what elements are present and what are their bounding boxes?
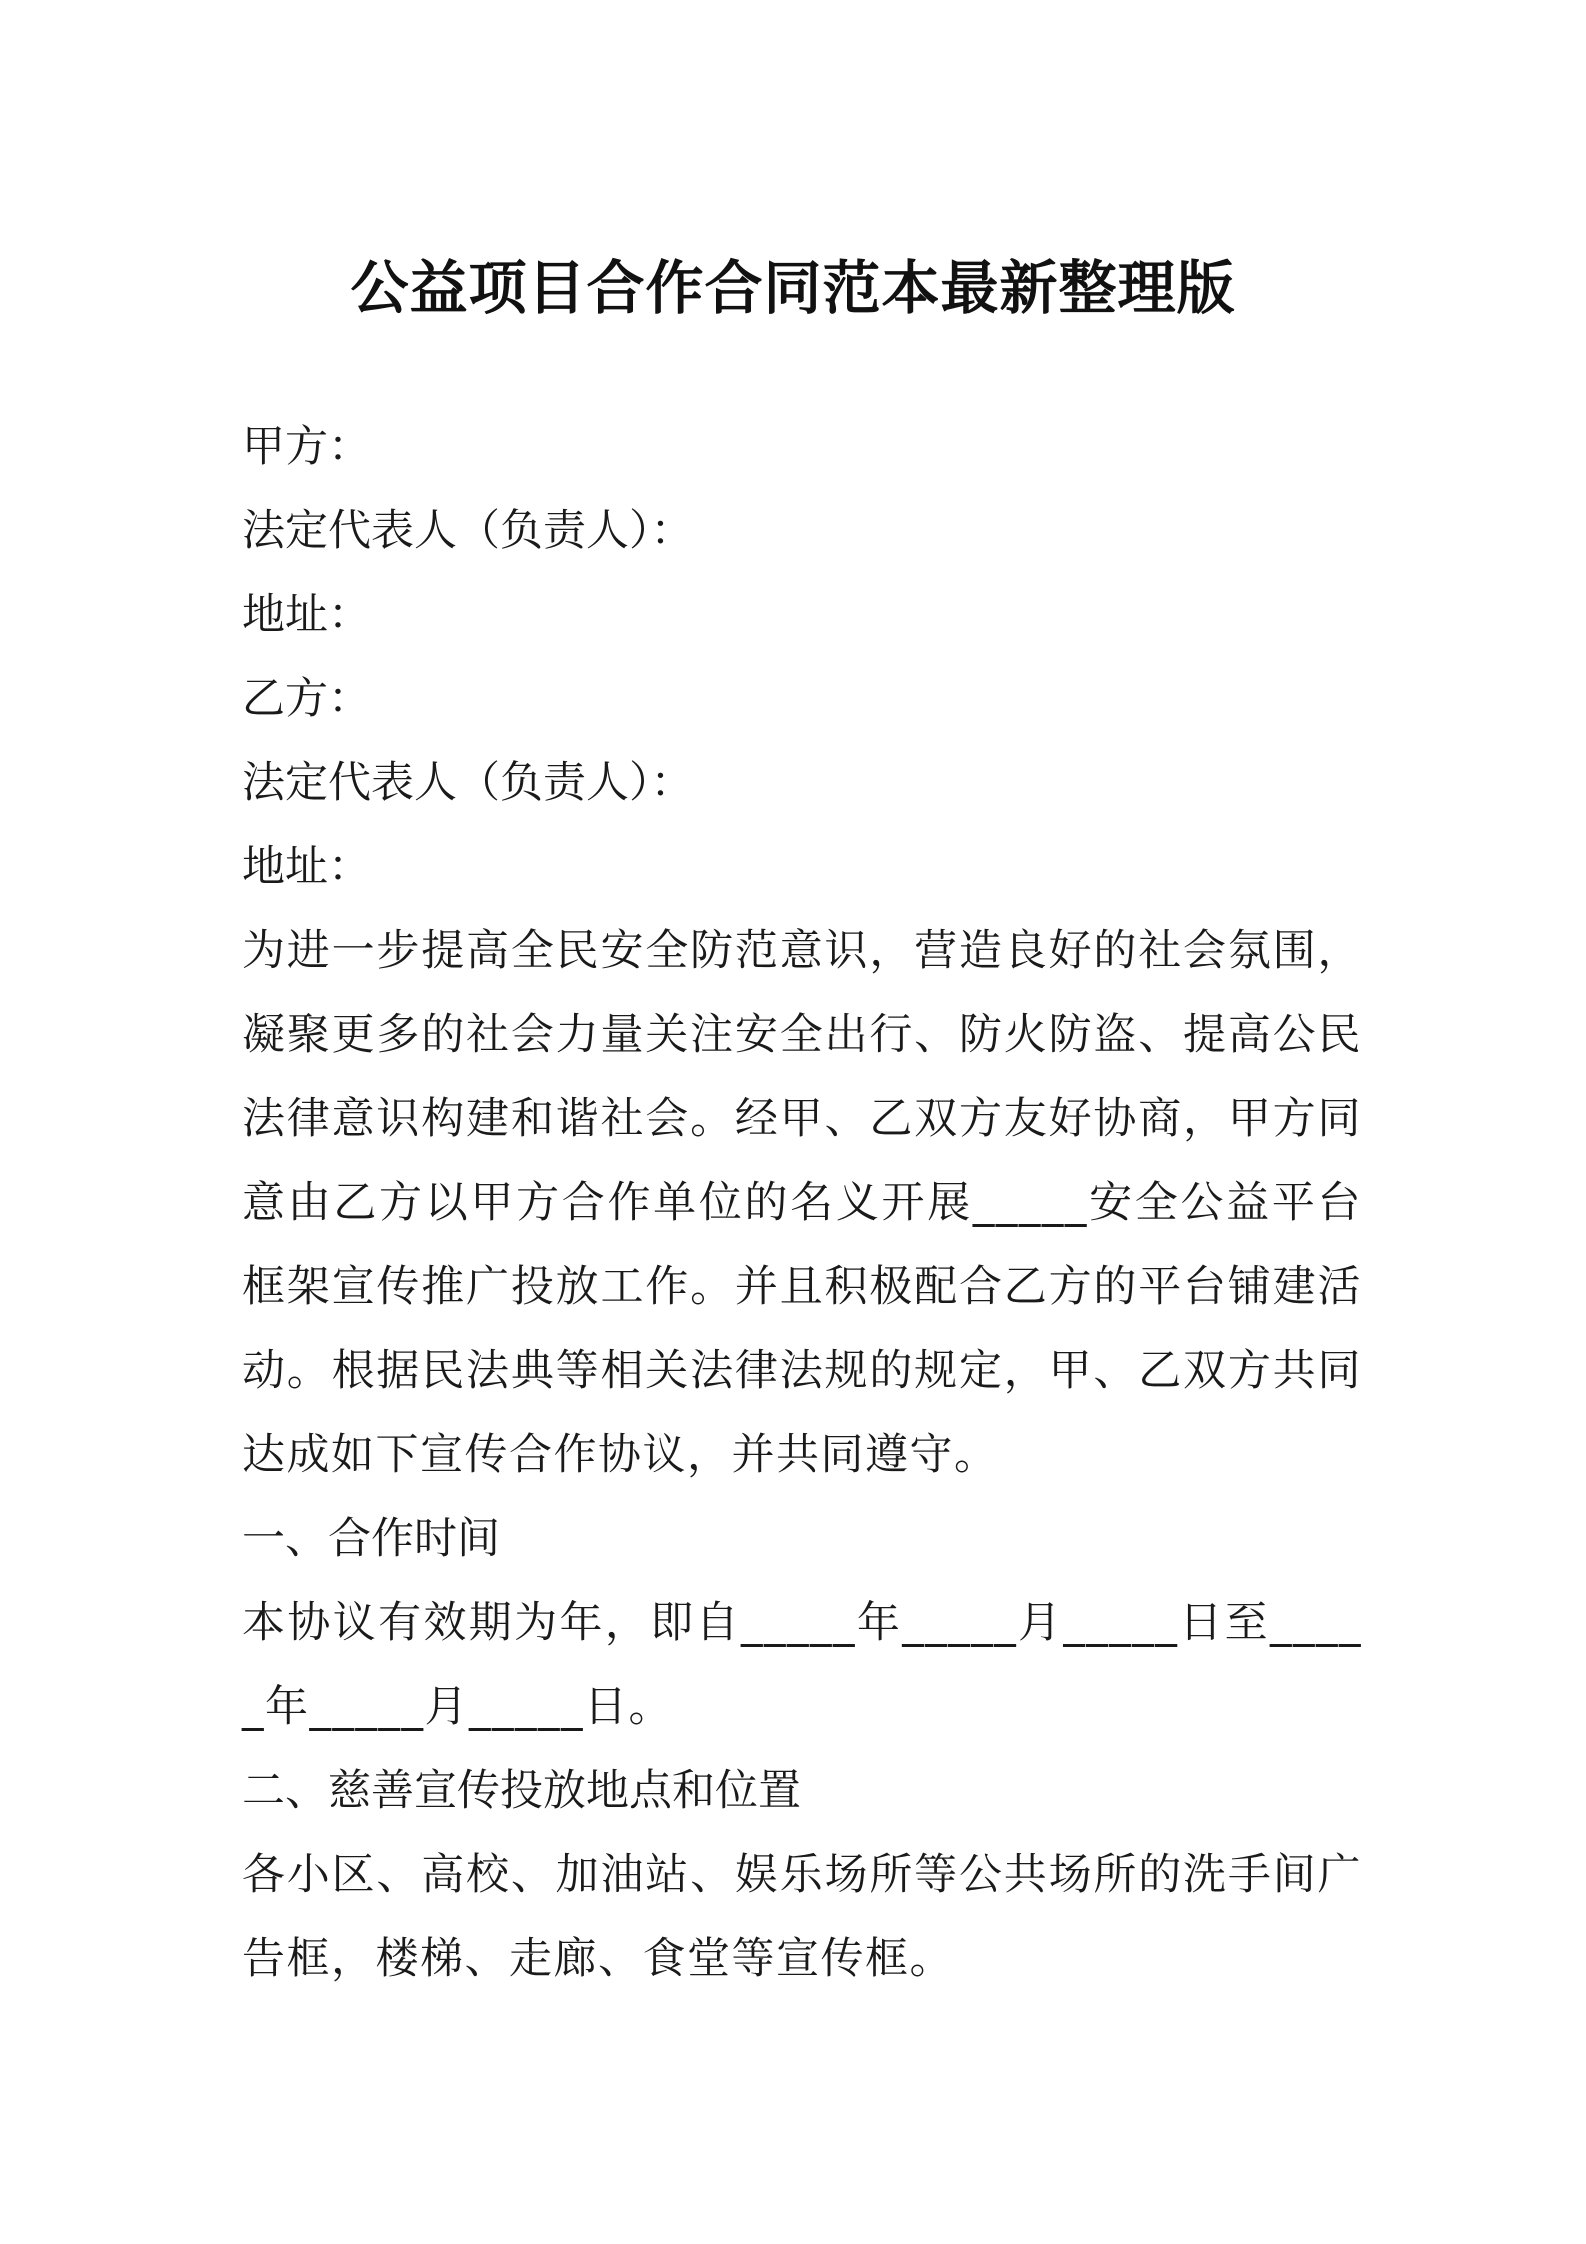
section-heading: 一、合作时间 [242,1514,500,1564]
document-body [242,405,1362,2001]
party-b-address-label: 地址： [242,842,371,892]
party-a-representative-label: 法定代表人（负责人）： [242,506,694,556]
section-body: 本协议有效期为年，即自_____年_____月_____日至_____年_____月_____日。 [242,1598,1362,1732]
party-a-label: 甲方： [242,422,371,472]
party-b-label: 乙方： [242,674,371,724]
section-body: 各小区、高校、加油站、娱乐场所等公共场所的洗手间广告框，楼梯、走廊、食堂等宣传框。 [242,1850,1362,1984]
document-title: 公益项目合作合同范本最新整理版 [350,254,1236,322]
party-a-address-label: 地址： [242,590,371,640]
section-heading: 二、慈善宣传投放地点和位置 [242,1766,801,1816]
preamble-paragraph: 为进一步提高全民安全防范意识，营造良好的社会氛围，凝聚更多的社会力量关注安全出行、防火防盗、提高公民法律意识构建和谐社会。经甲、乙双方友好协商，甲方同意由乙方以甲方合作单位的名义开展_____安全公益平台框架宣传推广投放工作。并且积极配合乙方的平台铺建活动。根据民法典等相关法律法规的规定，甲、乙双方共同达成如下宣传合作协议，并共同遵守。 [242,926,1362,1480]
party-b-representative-label: 法定代表人（负责人）： [242,758,694,808]
